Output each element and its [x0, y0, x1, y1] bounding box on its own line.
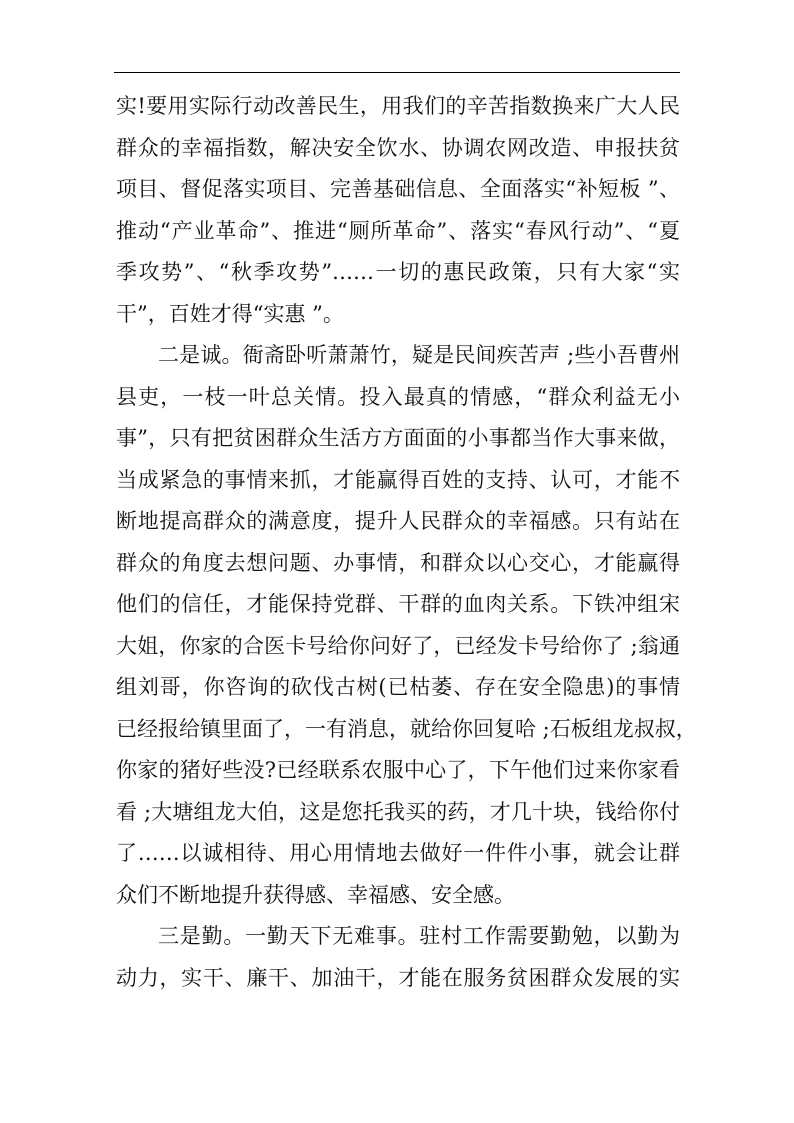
text-line: 群众的幸福指数，解决安全饮水、协调农网改造、申报扶贫	[116, 135, 680, 160]
text-line: 已经报给镇里面了，一有消息，就给你回复哈 ;石板组龙叔叔，	[116, 716, 697, 741]
text-line: 众们不断地提升获得感、幸福感、安全感。	[116, 882, 515, 907]
text-line: 断地提高群众的满意度，提升人民群众的幸福感。只有站在	[116, 509, 680, 533]
text-line: 你家的猪好些没?已经联系农服中心了，下午他们过来你家看	[116, 758, 680, 782]
text-line: 当成紧急的事情来抓，才能赢得百姓的支持、认可，才能不	[116, 467, 680, 492]
text-line: 他们的信任，才能保持党群、干群的血肉关系。下铁冲组宋	[116, 592, 680, 616]
text-line: 动力，实干、廉干、加油干，才能在服务贫困群众发展的实	[116, 965, 680, 990]
text-line: 干”，百姓才得“实惠 ”。	[116, 301, 344, 326]
text-line: 二是诚。衙斋卧听萧萧竹，疑是民间疾苦声 ;些小吾曹州	[158, 343, 680, 367]
text-line: 项目、督促落实项目、完善基础信息、全面落实“补短板 ”、	[116, 177, 680, 201]
text-line: 群众的角度去想问题、办事情，和群众以心交心，才能赢得	[116, 550, 680, 575]
text-line: 三是勤。一勤天下无难事。驻村工作需要勤勉，以勤为	[158, 924, 680, 948]
text-line: 组刘哥，你咨询的砍伐古树(已枯萎、存在安全隐患)的事情	[116, 675, 680, 699]
text-line: 推动“产业革命”、推进“厕所革命”、落实“春风行动”、“夏	[116, 218, 680, 243]
text-line: 实!要用实际行动改善民生，用我们的辛苦指数换来广大人民	[116, 94, 680, 118]
text-line: 县吏，一枝一叶总关情。投入最真的情感，“群众利益无小	[116, 384, 680, 409]
text-line: 事”，只有把贫困群众生活方方面面的小事都当作大事来做，	[116, 426, 680, 450]
body-text	[116, 86, 697, 999]
text-line: 了……以诚相待、用心用情地去做好一件件小事，就会让群	[116, 841, 680, 865]
text-line: 大姐，你家的合医卡号给你问好了，已经发卡号给你了 ;翁通	[116, 633, 680, 658]
text-line: 季攻势”、“秋季攻势”……一切的惠民政策，只有大家“实	[116, 260, 680, 284]
header-rule	[114, 72, 680, 73]
text-line: 看 ;大塘组龙大伯，这是您托我买的药，才几十块，钱给你付	[116, 799, 680, 824]
